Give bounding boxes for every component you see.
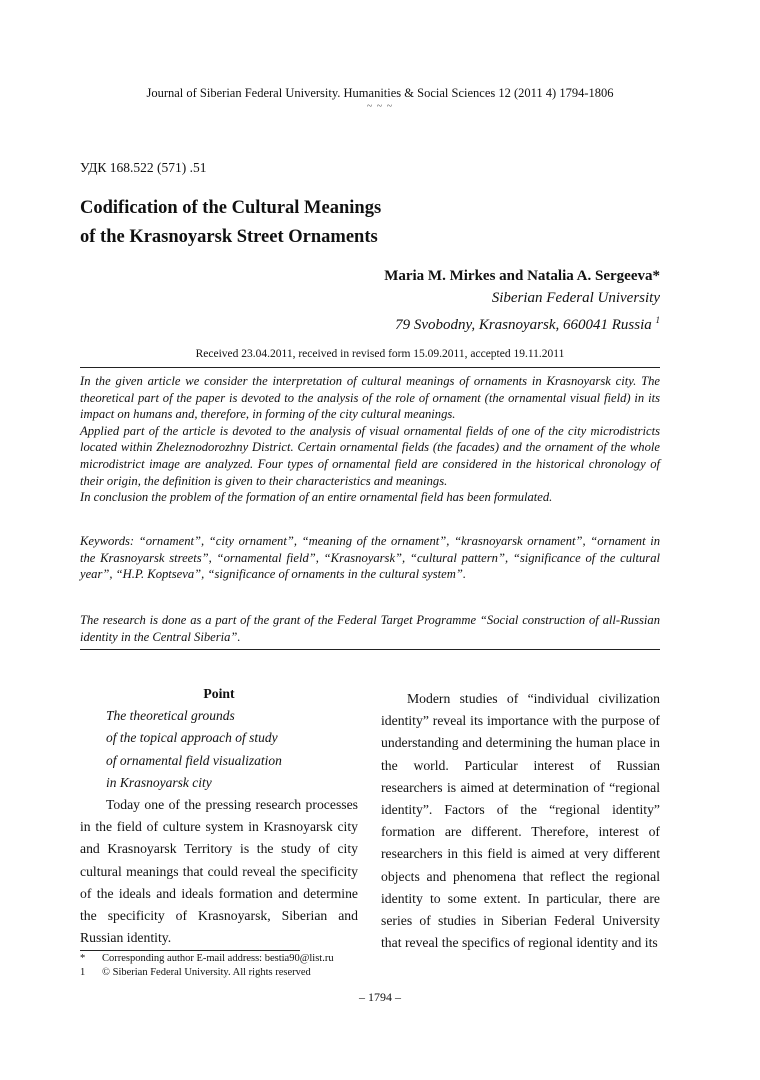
- keywords: Keywords: “ornament”, “city ornament”, “meaning of the ornament”, “krasnoyarsk ornament”, “ornament in the Krasnoyarsk streets”, “ornamental field”, “Krasnoyarsk”, “cultural pattern”, “significance of the cultural year”, “H.P. Koptseva”, “significance of ornaments in the cultural system”.: [80, 534, 660, 582]
- left-body-paragraph: Today one of the pressing research processes in the field of culture system in Krasnoyarsk city and Krasnoyarsk Territory is the study of city cultural meanings that could reveal the specificity of the ideals and ideals formation and determine the specificity of Krasnoyarsk, Siberian and Russian identity.: [80, 797, 358, 946]
- left-column: [80, 683, 358, 949]
- section-subheading-1: The theoretical grounds: [106, 708, 235, 724]
- abstract-bottom-rule: [80, 649, 660, 650]
- author-names: Maria M. Mirkes and Natalia A. Sergeeva*: [384, 268, 660, 284]
- abstract-paragraph-2: Applied part of the article is devoted to the analysis of visual ornamental fields of one of the city microdistricts located within Zheleznodorozhny District. Certain ornamental fields (the facades) and the ornament of the whole microdistrict image are analyzed. Four types of ornamental field are considered in the historical chronology of their origin, the definition is given to their characteristics and meanings.: [80, 423, 660, 488]
- abstract: [80, 373, 660, 506]
- footnote-mark: 1: [80, 967, 86, 978]
- udk-code: УДК 168.522 (571) .51: [80, 160, 207, 175]
- section-heading: Point: [203, 686, 235, 701]
- footnote-mark: *: [80, 953, 86, 964]
- footnote-corresponding: [80, 952, 480, 965]
- section-subheading-4: in Krasnoyarsk city: [106, 774, 212, 790]
- title-line-2: of the Krasnoyarsk Street Ornaments: [80, 227, 378, 247]
- section-subheading-3: of ornamental field visualization: [106, 752, 282, 768]
- abstract-paragraph-1: In the given article we consider the interpretation of cultural meanings of ornaments in Krasnoyarsk city. The theoretical part of the paper is devoted to the analysis of the role of ornament (the ornamental visual field) in its impact on humans and, therefore, in forming of the city cultural meanings.: [80, 374, 660, 422]
- footnote-copyright: [80, 966, 480, 979]
- right-column: [381, 688, 660, 954]
- grant-note: The research is done as a part of the grant of the Federal Target Programme “Social construction of all-Russian identity in the Central Siberia”.: [80, 613, 660, 644]
- paper-title: [80, 194, 680, 252]
- footnote-text: © Siberian Federal University. All rights reserved: [102, 967, 311, 978]
- author-address: 79 Svobodny, Krasnoyarsk, 660041 Russia: [395, 317, 652, 333]
- author-block: [384, 265, 660, 336]
- author-address-line: [384, 309, 660, 336]
- page-number: – 1794 –: [359, 990, 401, 1004]
- section-subheading-2: of the topical approach of study: [106, 730, 278, 746]
- title-line-1: Codification of the Cultural Meanings: [80, 198, 382, 218]
- journal-header: Journal of Siberian Federal University. Humanities & Social Sciences 12 (2011 4) 1794-1806: [146, 86, 614, 100]
- footnote-text: Corresponding author E-mail address: bestia90@list.ru: [102, 953, 334, 964]
- address-footnote-mark: 1: [655, 315, 660, 325]
- abstract-paragraph-3: In conclusion the problem of the formation of an entire ornamental field has been formulated.: [80, 490, 553, 505]
- footnote-rule: [80, 950, 300, 951]
- received-dates: Received 23.04.2011, received in revised form 15.09.2011, accepted 19.11.2011: [195, 348, 565, 360]
- header-ornament: ~ ~ ~: [366, 101, 394, 112]
- author-affiliation: Siberian Federal University: [491, 290, 660, 306]
- abstract-top-rule: [80, 367, 660, 368]
- right-body-paragraph: Modern studies of “individual civilization identity” reveal its importance with the purpose of understanding and determining the human place in the world. Particular interest of Russian researchers is aimed at determination of “regional identity”. Factors of the “regional identity” formation are different. Therefore, interest of researchers in this field is aimed at very different objects and phenomena that reflect the regional identity to some extent. In particular, there are series of studies in Siberian Federal University that reveal the specifics of regional identity and its: [381, 691, 660, 951]
